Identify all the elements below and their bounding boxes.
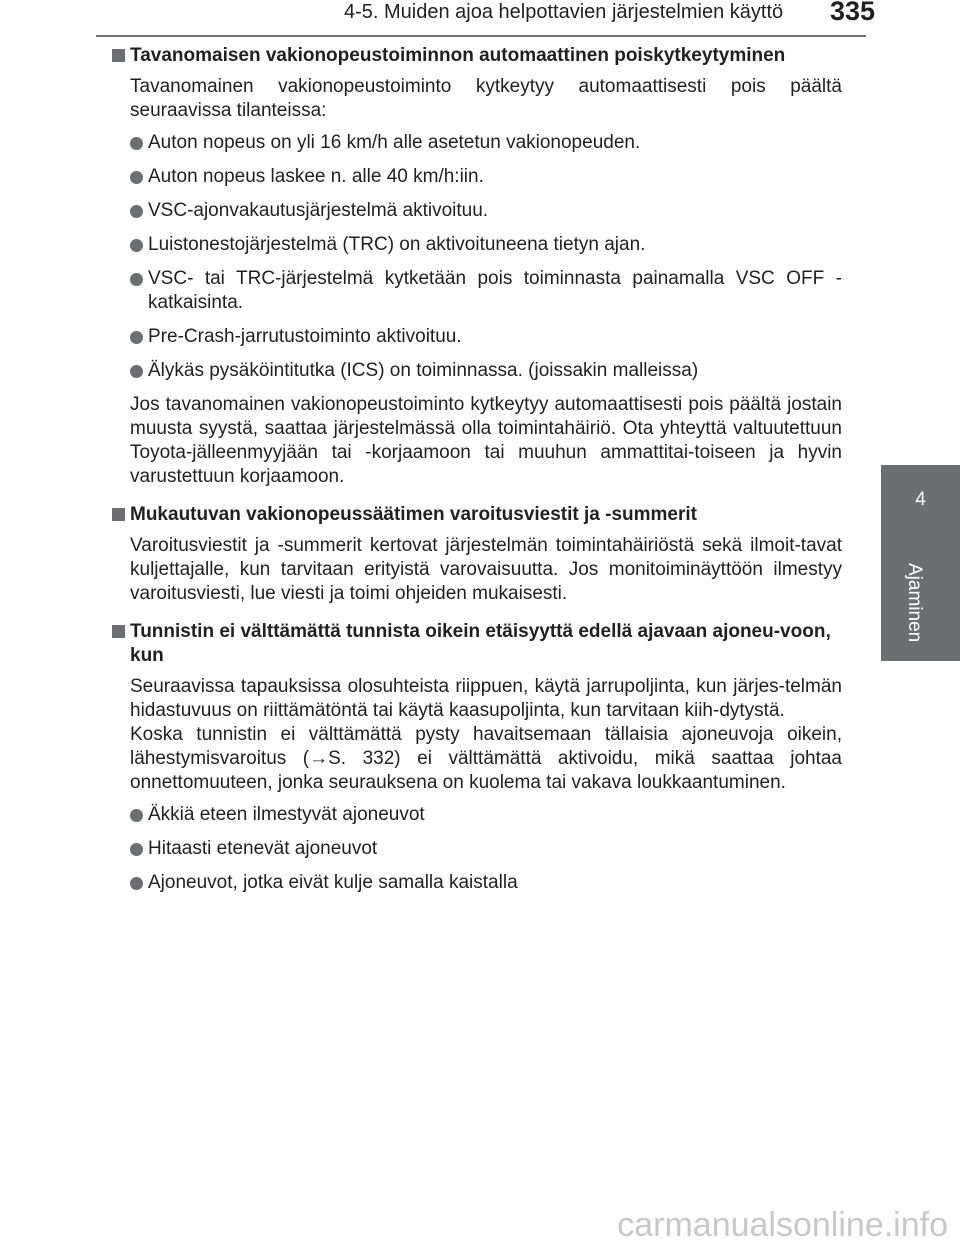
header-title: 4-5. Muiden ajoa helpottavien järjestelmien käyttö xyxy=(344,1,784,23)
circle-bullet-icon xyxy=(130,365,143,378)
paragraph: Jos tavanomainen vakionopeustoiminto kytkeytyy automaattisesti pois päältä jostain muusta syystä, saattaa järjestelmässä olla toimintahäiriö. Ota yhteyttä valtuutettuun Toyota-jälleenmyyjään tai -korjaamoon tai muuhun ammattitai-toiseen ja hyvin varustettuun korjaamoon. xyxy=(130,394,842,487)
circle-bullet-icon xyxy=(130,331,143,344)
list-item: Pre-Crash-jarrutustoiminto aktivoituu. xyxy=(130,325,842,349)
paragraph: Tavanomainen vakionopeustoiminto kytkeytyy automaattisesti pois päältä seuraavissa tilanteissa: xyxy=(130,76,842,121)
section-heading xyxy=(112,503,842,527)
section-heading-text: Mukautuvan vakionopeussäätimen varoitusviestit ja -summerit xyxy=(130,504,698,525)
chapter-number: 4 xyxy=(915,489,926,510)
circle-bullet-icon xyxy=(130,171,143,184)
square-bullet-icon xyxy=(112,49,125,62)
circle-bullet-icon xyxy=(130,137,143,150)
chapter-label: Ajaminen xyxy=(904,563,925,643)
page-number: 335 xyxy=(830,0,876,26)
paragraph: Varoitusviestit ja -summerit kertovat järjestelmän toimintahäiriöstä sekä ilmoit-tavat kuljettajalle, kun tarvitaan erityistä varovaisuutta. Jos monitoiminäyttöön ilmestyy varoitusviesti, lue viesti ja toimi ohjeiden mukaisesti. xyxy=(130,535,842,604)
circle-bullet-icon xyxy=(130,843,143,856)
circle-bullet-icon xyxy=(130,877,143,890)
list-item: VSC- tai TRC-järjestelmä kytketään pois toiminnasta painamalla VSC OFF -katkaisinta. xyxy=(130,267,842,315)
paragraph: Koska tunnistin ei välttämättä pysty havaitsemaan tällaisia ajoneuvoja oikein, lähestymisvaroitus (→S. 332) ei välttämättä aktivoidu, mikä saattaa johtaa onnettomuuteen, jonka seurauksena on kuolema tai vakava loukkaantuminen. xyxy=(130,724,842,793)
section-heading-text: Tunnistin ei välttämättä tunnista oikein etäisyyttä edellä ajavaan ajoneu-voon, kun xyxy=(130,621,831,666)
list-item: Hitaasti etenevät ajoneuvot xyxy=(130,837,842,861)
section-heading xyxy=(112,620,842,668)
list-item: Auton nopeus laskee n. alle 40 km/h:iin. xyxy=(130,165,842,189)
circle-bullet-icon xyxy=(130,809,143,822)
section-heading-text: Tavanomaisen vakionopeustoiminnon automaattinen poiskytkeytyminen xyxy=(130,45,786,66)
circle-bullet-icon xyxy=(130,273,143,286)
list-item: Luistonestojärjestelmä (TRC) on aktivoituneena tietyn ajan. xyxy=(130,233,842,257)
square-bullet-icon xyxy=(112,625,125,638)
header-divider xyxy=(96,35,866,37)
list-item: VSC-ajonvakautusjärjestelmä aktivoituu. xyxy=(130,199,842,223)
chapter-tab[interactable] xyxy=(881,465,960,661)
section-heading xyxy=(112,44,842,68)
watermark: carmanualsonline.info xyxy=(617,1206,948,1244)
square-bullet-icon xyxy=(112,508,125,521)
list-item: Älykäs pysäköintitutka (ICS) on toiminnassa. (joissakin malleissa) xyxy=(130,359,842,383)
page-content xyxy=(112,44,842,905)
list-item: Ajoneuvot, jotka eivät kulje samalla kaistalla xyxy=(130,871,842,895)
list-item: Äkkiä eteen ilmestyvät ajoneuvot xyxy=(130,803,842,827)
circle-bullet-icon xyxy=(130,239,143,252)
list-item: Auton nopeus on yli 16 km/h alle asetetun vakionopeuden. xyxy=(130,131,842,155)
circle-bullet-icon xyxy=(130,205,143,218)
paragraph: Seuraavissa tapauksissa olosuhteista riippuen, käytä jarrupoljinta, kun järjes-telmän hidastuvuus on riittämätöntä tai käytä kaasupoljinta, kun tarvitaan kiih-dytystä. xyxy=(130,676,842,721)
